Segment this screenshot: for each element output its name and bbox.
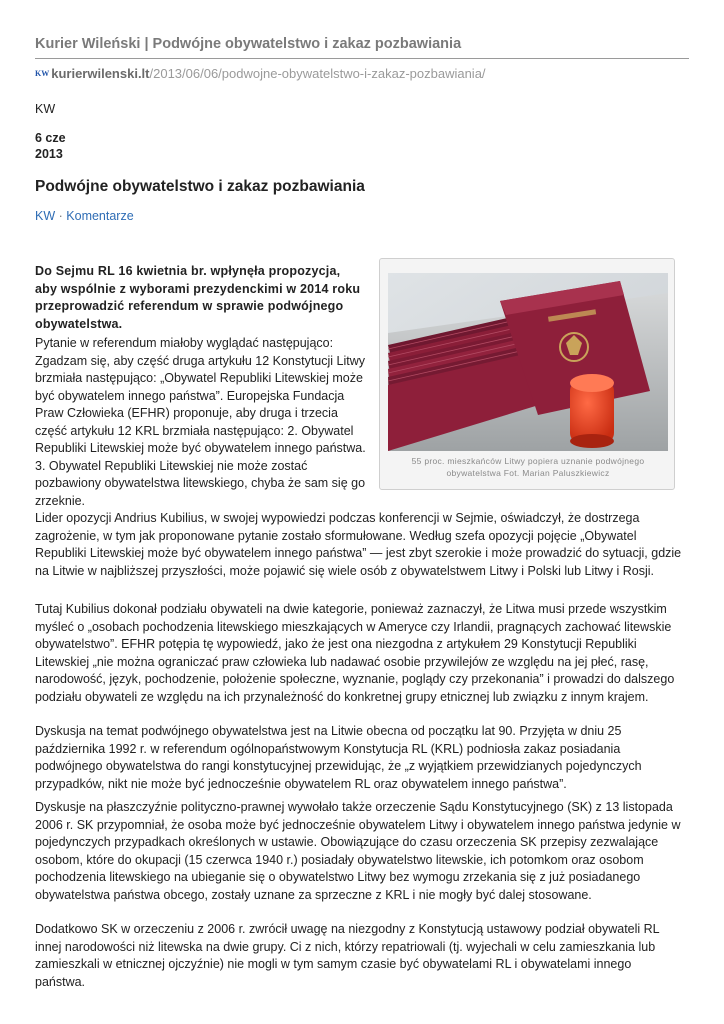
figure-caption-line: obywatelstwa Fot. Marian Paluszkiewicz	[446, 468, 610, 478]
source-line	[35, 66, 486, 81]
source-path[interactable]: /2013/06/06/podwojne-obywatelstwo-i-zakaz-pozbawiania/	[149, 66, 486, 81]
article-paragraph: Lider opozycji Andrius Kubilius, w swojej wypowiedzi podczas konferencji w Sejmie, oświadczył, że dostrzega zagrożenie, w tym jak proponowane pytanie zostało sformułowane. Według szefa opozycji pojęcie „Obywatel Republiki Litewskiej może być obywatelem innego państwa” — jest zbyt szerokie i może prowadzić do sytuacji, gdzie na Litwie w najbliższej przyszłości, może pojawić się wiele osób z obywatelstwem Litwy i Polski lub Litwy i Rosji.	[35, 511, 682, 578]
site-favicon-icon: KW	[35, 69, 50, 78]
passport-photo	[388, 273, 668, 451]
author-link[interactable]: KW	[35, 209, 56, 223]
article-paragraph: Tutaj Kubilius dokonał podziału obywateli na dwie kategorie, ponieważ zaznaczył, że Litwa musi przede wszystkim myśleć o „osobach pochodzenia litewskiego mieszkających w Ameryce czy Irlandii, pragnących zachować litewskie obywatelstwo”. EFHR potępia tę wypowiedź, jako że jest ona niezgodna z artykułem 29 Konstytucji Republiki Litewskiej „nie można ograniczać praw człowieka lub nadawać osobie przywilejów ze względu na jej płeć, rasę, narodowość, język, pochodzenie, położenie społeczne, wyznanie, poglądy czy przekonania” i prowadzi do dalszego podziału obywateli ze względu na ich przynależność do konkretnej grupy etnicznej lub związku z innym krajem.	[35, 602, 675, 704]
figure-caption-line: 55 proc. mieszkańców Litwy popiera uznanie podwójnego	[411, 456, 645, 466]
author-short: KW	[35, 102, 56, 116]
figure-caption	[388, 455, 668, 479]
article-paragraph: Dyskusje na płaszczyźnie polityczno-prawnej wywołało także orzeczenie Sądu Konstytucyjnego (SK) z 13 listopada 2006 r. SK przypomniał, że osoba może być jednocześnie obywatelem Litwy i obywatelem innego państwa jedynie w pojedynczych przypadkach określonych w ustawie. Obowiązujące do czasu orzeczenia SK przepisy zezwalające osobom, które do okupacji (15 czerwca 1940 r.) posiadały obywatelstwo litewskie, ich potomkom oraz osobom pochodzenia litewskiego na ubieganie się o obywatelstwo Litwy bez wymogu zrzekania się z już posiadanego obywatelstwa państwa obcego, zostały uznane za sprzeczne z KRL i nie mogły być dalej stosowane.	[35, 800, 681, 902]
article-title: Podwójne obywatelstwo i zakaz pozbawiania	[35, 178, 365, 195]
source-domain-link[interactable]: kurierwilenski.lt	[51, 66, 150, 81]
comments-link[interactable]: Komentarze	[66, 209, 134, 223]
article-figure	[379, 258, 675, 490]
byline	[35, 209, 134, 223]
rubber-stamp	[570, 374, 614, 448]
article-paragraph: Dodatkowo SK w orzeczeniu z 2006 r. zwrócił uwagę na niezgodny z Konstytucją ustawowy podział obywateli RL innej narodowości niż litewska na dwie grupy. Ci z nich, którzy repatriowali (tj. wyjechali w celu zamieszkania lub zamieszkali w etnicznej ojczyźnie) nie mogli w tym samym czasie być obywatelami RL i obywatelami innego państwa.	[35, 922, 660, 989]
date-year: 2013	[35, 147, 63, 161]
article-paragraph: Dyskusja na temat podwójnego obywatelstwa jest na Litwie obecna od początku lat 90. Przyjęta w dniu 25 października 1992 r. w referendum ogólnopaństwowym Konstytucja RL (KRL) podniosła zakaz posiadania podwójnego obywatelstwa do rangi konstytucyjnej przewidując, że „z wyjątkiem przewidzianych pojedynczych przypadków, nikt nie może być jednocześnie obywatelem RL oraz obywatelem innego państwa”.	[35, 724, 642, 791]
byline-separator: ·	[58, 209, 63, 223]
article-lead: Do Sejmu RL 16 kwietnia br. wpłynęła propozycja, aby wspólnie z wyborami prezydenckimi w 2014 roku przeprowadzić referendum w sprawie podwójnego obywatelstwa.	[35, 264, 361, 331]
page-header	[35, 36, 689, 59]
date-day: 6 cze	[35, 131, 66, 145]
page-title: Kurier Wileński | Podwójne obywatelstwo i zakaz pozbawiania	[35, 36, 462, 52]
article-intro: Pytanie w referendum miałoby wyglądać następująco: Zgadzam się, aby część druga artykułu 12 Konstytucji Litwy brzmiała następująco: „Obywatel Republiki Litewskiej może być obywatelem innego państwa”. Europejska Fundacja Praw Człowieka (EFHR) proponuje, aby druga i trzecia część artykułu 12 KRL brzmiała następująco: 2. Obywatel Republiki Litewskiej może być obywatelem innego państwa. 3. Obywatel Republiki Litewskiej nie może zostać pozbawiony obywatelstwa litewskiego, chyba że sam się go zrzeknie.	[35, 336, 366, 508]
